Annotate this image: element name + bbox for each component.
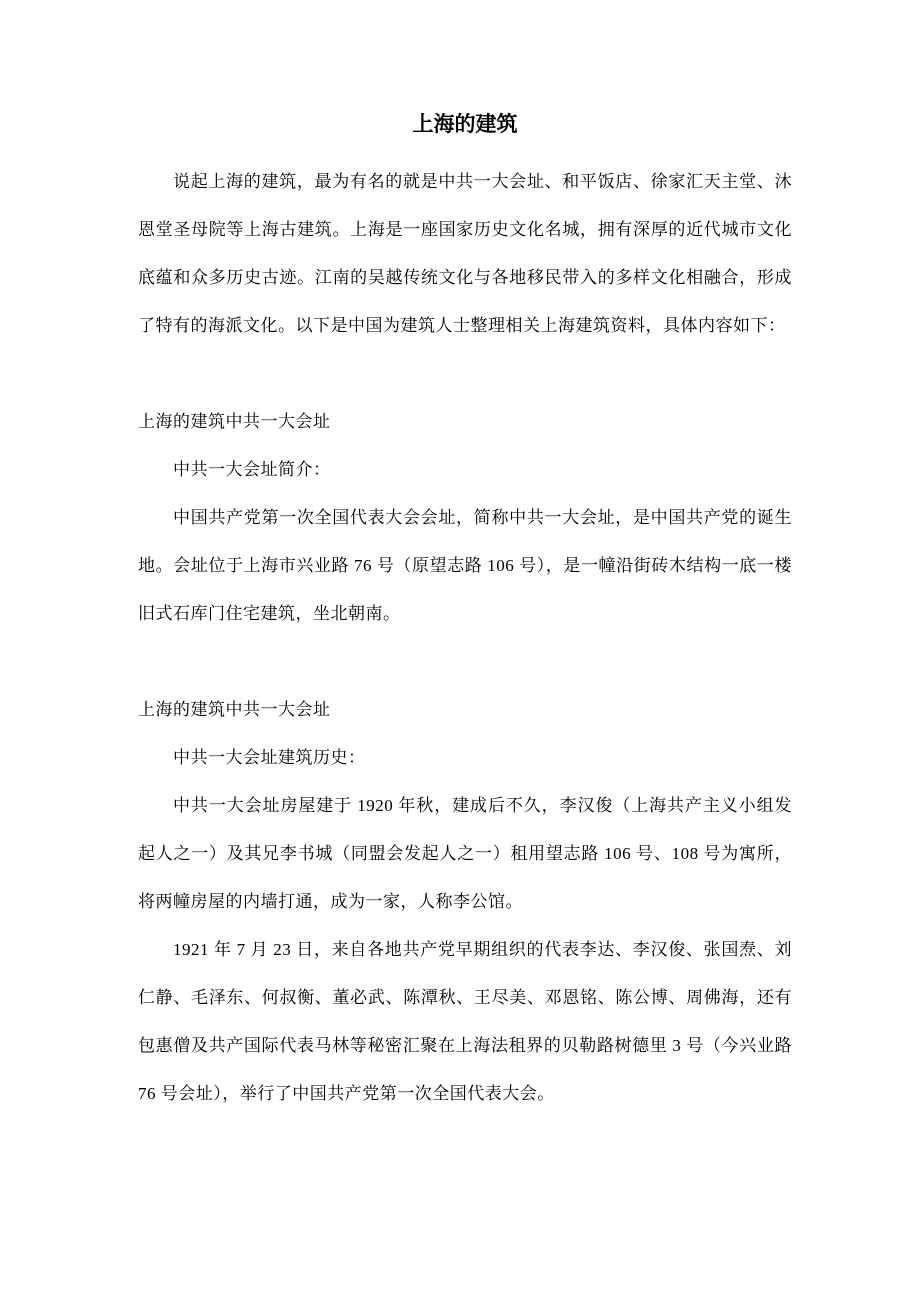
- blank-line: [138, 350, 792, 398]
- section-heading-2: 上海的建筑中共一大会址: [138, 700, 331, 719]
- body-paragraph-history-2: 1921 年 7 月 23 日，来自各地共产党早期组织的代表李达、李汉俊、张国焘、刘仁静、毛泽东、何叔衡、董必武、陈潭秋、王尽美、邓恩铭、陈公博、周佛海，还有包惠僧及共产国际代表马林等秘密汇聚在上海法租界的贝勒路树德里 3 号（今兴业路 76 号会址），举行了中国共产党第一次全国代表大会。: [138, 940, 792, 1103]
- blank-line: [138, 638, 792, 686]
- body-paragraph-history-1: 中共一大会址房屋建于 1920 年秋，建成后不久，李汉俊（上海共产主义小组发起人之一）及其兄李书城（同盟会发起人之一）租用望志路 106 号、108 号为寓所，将两幢房屋的内墙打通，成为一家，人称李公馆。: [138, 796, 792, 911]
- subsection-label-intro: 中共一大会址简介：: [173, 460, 331, 479]
- subsection-label-history: 中共一大会址建筑历史：: [173, 748, 366, 767]
- intro-paragraph: 说起上海的建筑，最为有名的就是中共一大会址、和平饭店、徐家汇天主堂、沐恩堂圣母院等上海古建筑。上海是一座国家历史文化名城，拥有深厚的近代城市文化底蕴和众多历史古迹。江南的吴越传统文化与各地移民带入的多样文化相融合，形成了特有的海派文化。以下是中国为建筑人士整理相关上海建筑资料，具体内容如下：: [138, 172, 792, 335]
- body-paragraph-site-intro: 中国共产党第一次全国代表大会会址，简称中共一大会址，是中国共产党的诞生地。会址位于上海市兴业路 76 号（原望志路 106 号），是一幢沿街砖木结构一底一楼旧式石库门住宅建筑，坐北朝南。: [138, 508, 792, 623]
- document-title: 上海的建筑: [412, 112, 518, 136]
- section-heading-1: 上海的建筑中共一大会址: [138, 412, 331, 431]
